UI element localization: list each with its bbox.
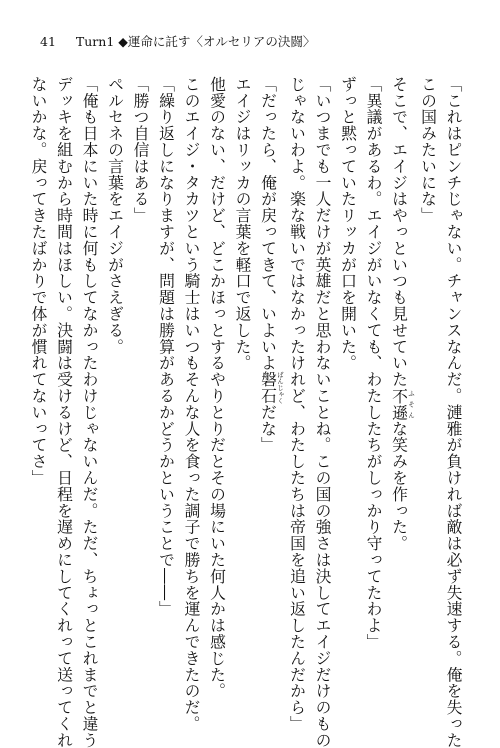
- text-line: 「繰り返しになりますが、問題は勝算があるかどうかということで――」: [156, 76, 176, 618]
- text-line: 「勝つ自信はある」: [131, 76, 150, 224]
- text-line: そこで、エイジはやっといつも見せていた不遜ふそんな笑みを作った。: [389, 76, 415, 552]
- page-number: 41: [40, 34, 56, 49]
- text-line: 「いつまでも一人だけが英雄だと思わないことね。この国の強さは決してエイジだけのもの: [313, 76, 332, 748]
- text-line: ずっと黙っていたリッカが口を開いた。: [338, 76, 358, 372]
- text-line: エイジはリッカの言葉を軽口で返した。: [233, 76, 252, 372]
- running-header: [40, 34, 315, 50]
- text-line: ペルセネの言葉をエイジがさえぎる。: [105, 76, 125, 355]
- text-line: この国みたいにな」: [418, 76, 438, 224]
- text-line: 「俺も日本にいた時に何もしてなかったわけじゃないんだ。ただ、ちょっとこれまでと違う: [80, 76, 99, 748]
- running-title: Turn1 ◆運命に託す〈オルセリアの決闘〉: [75, 34, 316, 49]
- ruby-annotation: 不遜ふそん: [389, 387, 415, 421]
- text-line: 他愛のない、だけど、どこかほっとするやりとりだとその場にいた何人かは感じた。: [207, 76, 227, 700]
- body-text: [29, 76, 466, 748]
- text-line: ないかな。戻ってきたばかりで体が慣れてないってさ」: [29, 76, 48, 486]
- text-line: このエイジ・タカツという騎士はいつもそんな人を食った調子で勝ちを運んできたのだ。: [182, 76, 201, 732]
- text-line: 「これはピンチじゃない。チャンスなんだ。漣雅が負ければ敵は必ず失速する。俺を失った: [444, 76, 463, 748]
- text-line: 「だったら、俺が戻ってきて、いよいよ磐石ばんじゃくだな」: [258, 76, 284, 454]
- text-line: デッキを組むから時間はほしい。決闘は受けるけど、日程を遅めにしてくれって送ってくれ: [54, 76, 74, 748]
- text-line: 「異議があるわ。エイジがいなくても、わたしたちがしっかり守ってたわよ」: [364, 76, 383, 650]
- ruby-annotation: 磐石ばんじゃく: [258, 371, 284, 405]
- text-line: じゃないわよ。楽な戦いではなかったけれど、わたしたちは帝国を追い返したんだから」: [287, 76, 307, 732]
